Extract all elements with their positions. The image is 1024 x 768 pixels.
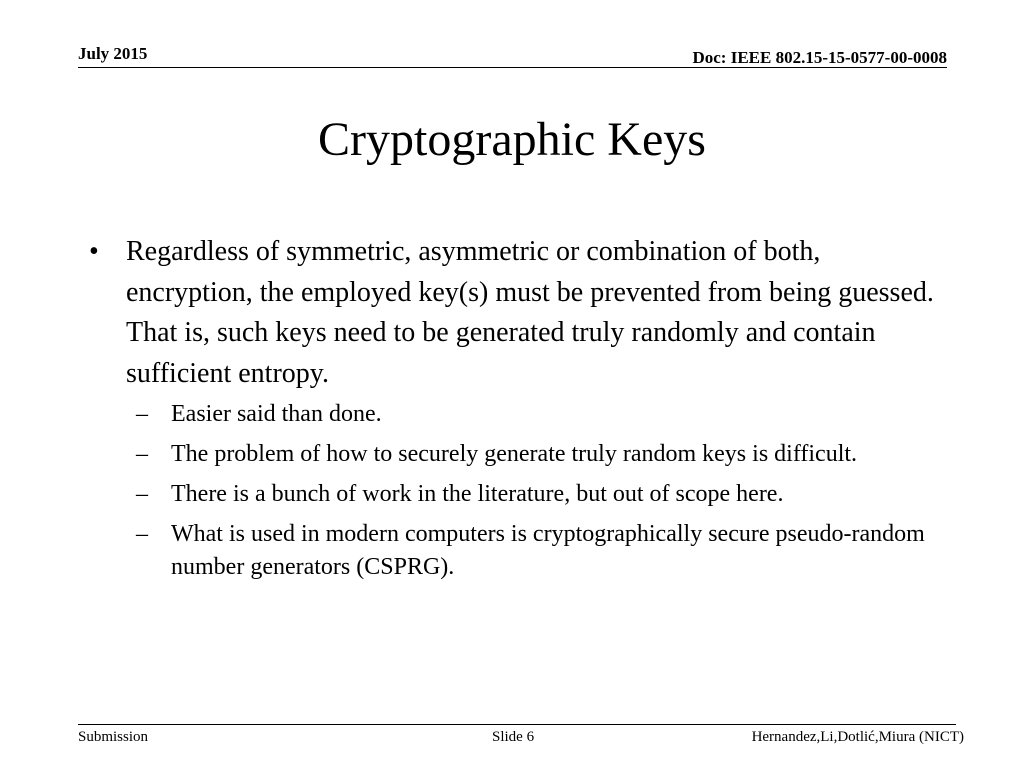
sub-bullet-marker: – — [136, 441, 148, 467]
bullet-marker: • — [89, 236, 99, 267]
slide-body — [80, 232, 940, 591]
sub-bullet-text: Easier said than done. — [171, 401, 382, 427]
sub-bullet-marker: – — [136, 481, 148, 507]
sub-bullet-text: The problem of how to securely generate truly random keys is difficult. — [171, 441, 858, 467]
slide-title: Cryptographic Keys — [318, 113, 706, 166]
sub-bullet-marker: – — [136, 521, 148, 547]
sub-bullet-list — [80, 398, 940, 584]
sub-bullet-item — [80, 518, 940, 584]
footer-authors: Hernandez,Li,Dotlić,Miura (NICT) — [751, 729, 964, 745]
footer-submission: Submission — [78, 729, 149, 745]
bullet-item — [80, 232, 940, 394]
sub-bullet-item — [80, 478, 940, 511]
sub-bullet-text: There is a bunch of work in the literature, but out of scope here. — [171, 481, 784, 507]
bullet-text: Regardless of symmetric, asymmetric or combination of both, encryption, the employed key(s) must be prevented from being guessed. That is, such keys need to be generated truly randomly and contain sufficient entropy. — [126, 236, 934, 389]
footer-slide-number: Slide 6 — [492, 729, 535, 745]
footer-divider — [78, 724, 956, 725]
header-divider — [78, 67, 947, 68]
sub-bullet-text: What is used in modern computers is cryptographically secure pseudo-random number generators (CSPRG). — [171, 521, 925, 580]
header-date: July 2015 — [78, 44, 148, 63]
header-doc-id: Doc: IEEE 802.15-15-0577-00-0008 — [692, 48, 947, 67]
sub-bullet-item — [80, 438, 940, 471]
sub-bullet-item — [80, 398, 940, 431]
sub-bullet-marker: – — [136, 401, 148, 427]
